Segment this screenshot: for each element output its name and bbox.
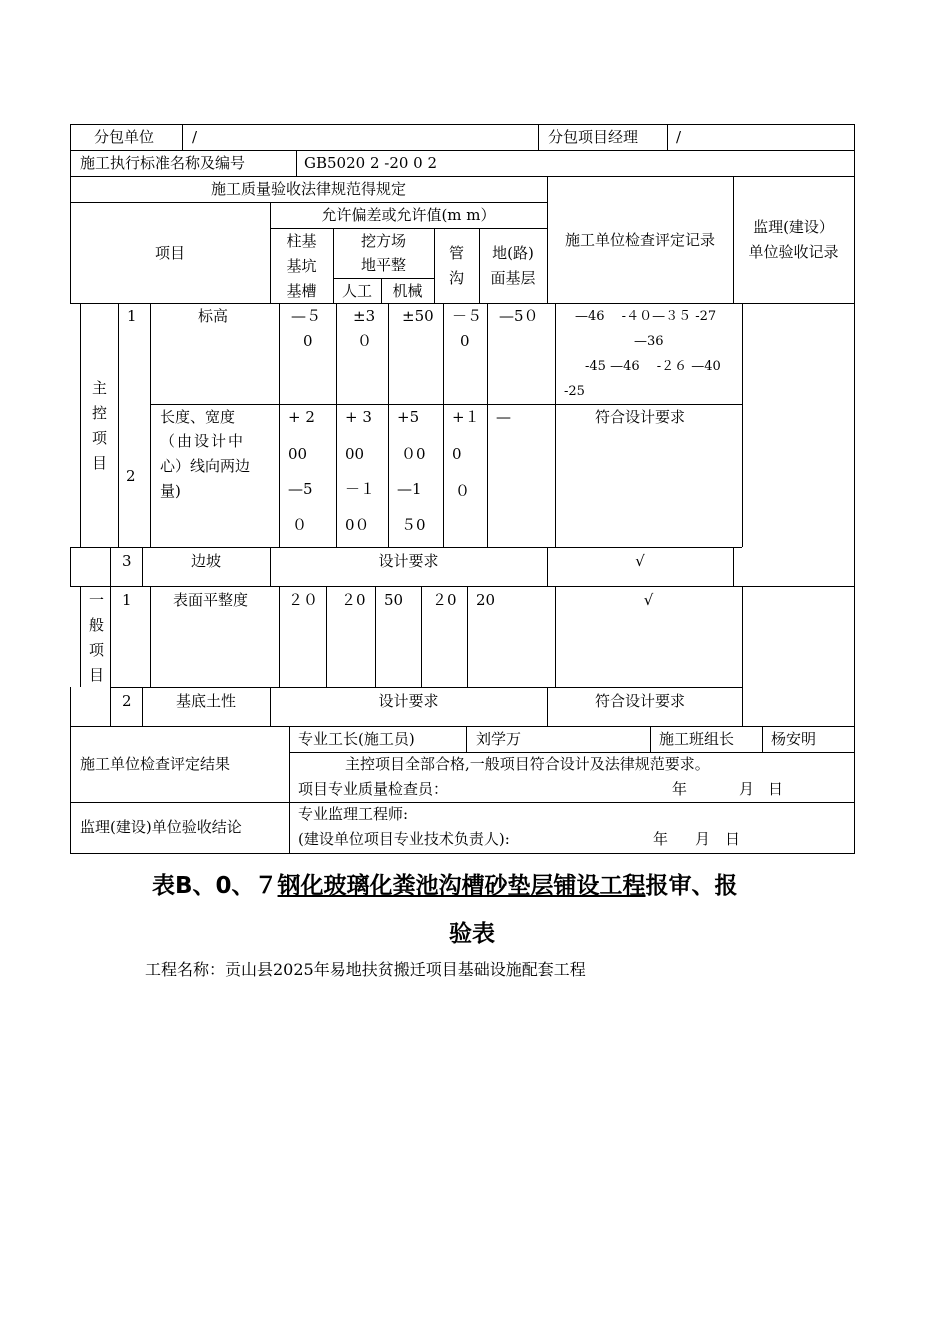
row2-name-l2: （由设计中 (160, 432, 246, 450)
row1-rec1: —46 -４０—３５ -27 (575, 309, 717, 324)
sub-pm-value: / (676, 128, 682, 146)
row2-v3d: ５0 (401, 516, 426, 534)
row1-no: 1 (127, 307, 137, 325)
row1-rec3: -45 —46 -２６ —40 (585, 359, 721, 374)
row2-v4c: ０ (455, 482, 471, 500)
row2-v5: — (496, 408, 511, 426)
row1-rec4: -25 (564, 384, 585, 399)
row1-v2b: ０ (357, 332, 373, 350)
foreman-label: 专业工长(施工员) (298, 730, 415, 748)
standard-label: 施工执行标准名称及编号 (80, 154, 246, 172)
sub-pm-label: 分包项目经理 (548, 128, 639, 146)
gen1-v1: ２０ (288, 591, 319, 609)
row2-v4a: +１ (452, 408, 480, 426)
col3-l2: 沟 (448, 269, 464, 287)
row1-v1a: —５ (291, 307, 322, 325)
row1-rec2: —36 (634, 334, 664, 349)
row2-v3b: ０0 (401, 445, 426, 463)
row1-v5: —5０ (499, 307, 539, 325)
project-name: 工程名称：贡山县2025年易地扶贫搬迁项目基础设施配套工程 (145, 960, 586, 979)
row2-name-l4: 量) (160, 482, 181, 500)
col2-l2: 地平整 (360, 256, 406, 274)
row1-v3: ±50 (402, 307, 434, 325)
main-group-label-1: 主 (92, 379, 108, 397)
col2-l1: 挖方场 (360, 232, 406, 250)
row1-v2a: ±3 (353, 307, 376, 325)
owner-label: (建设单位项目专业技术负责人): (298, 830, 510, 848)
title-suffix: 报审、报 (645, 873, 738, 899)
general-group-label-2: 般 (89, 616, 105, 634)
conclusion-year: 年 (653, 830, 669, 848)
col2b: 机械 (392, 282, 423, 300)
gen1-v4: ２0 (432, 591, 457, 609)
row2-v4b: 0 (452, 445, 462, 463)
supervision-l2: 单位验收记录 (748, 243, 839, 261)
gen1-v5: 20 (476, 591, 496, 609)
row2-no: 2 (126, 467, 136, 485)
row2-v2a: + 3 (345, 408, 372, 426)
gen2-name: 基底土性 (175, 692, 236, 710)
gen2-req: 设计要求 (378, 692, 439, 710)
result-label: 施工单位检查评定结果 (80, 755, 231, 773)
gen2-no: 2 (122, 692, 132, 710)
row2-v1b: 00 (288, 445, 308, 463)
title-prefix: 表B、0、７ (152, 873, 278, 899)
row2-v2b: 00 (345, 445, 365, 463)
title-project: 钢化玻璃化粪池沟槽砂垫层铺设工程 (277, 873, 646, 899)
result-month: 月 (739, 780, 755, 798)
gen2-record: 符合设计要求 (594, 692, 685, 710)
general-group-label-3: 项 (89, 641, 105, 659)
subcontractor-value: / (192, 128, 198, 146)
supervisor-label: 专业监理工程师: (298, 805, 409, 823)
general-group-label-1: 一 (89, 591, 105, 609)
general-group-label-4: 目 (89, 666, 105, 684)
gen1-no: 1 (122, 591, 132, 609)
conclusion-day: 日 (725, 830, 741, 848)
gen1-v2: ２0 (341, 591, 366, 609)
main-group-label-3: 项 (92, 429, 108, 447)
col3-l1: 管 (448, 244, 464, 262)
team-leader-label: 施工班组长 (659, 730, 735, 748)
row2-v2d: 0０ (345, 516, 370, 534)
row2-v1d: ０ (292, 516, 308, 534)
inspector-label: 项目专业质量检查员： (298, 780, 449, 798)
tolerance-header: 允许偏差或允许值(m m） (321, 206, 496, 224)
main-group-label-2: 控 (92, 404, 108, 422)
conclusion-month: 月 (695, 830, 711, 848)
spec-header: 施工质量验收法律规范得规定 (210, 180, 406, 198)
form-title-line2: 验表 (449, 921, 495, 947)
col4-l2: 面基层 (490, 269, 536, 287)
row1-name: 标高 (198, 307, 229, 325)
result-day: 日 (768, 780, 784, 798)
check-record-header: 施工单位检查评定记录 (564, 231, 715, 249)
result-year: 年 (672, 780, 688, 798)
row3-no: 3 (122, 552, 132, 570)
main-group-label-4: 目 (92, 454, 108, 472)
row2-v3a: +5 (397, 408, 420, 426)
row3-name: 边坡 (190, 552, 221, 570)
col2a: 人工 (341, 282, 372, 300)
conclusion-label: 监理(建设)单位验收结论 (80, 818, 242, 836)
form-title-line1 (152, 867, 738, 900)
col1-l1: 柱基 (286, 232, 317, 250)
subcontractor-label: 分包单位 (94, 128, 155, 146)
gen1-name: 表面平整度 (173, 591, 249, 609)
row1-v4b: 0 (460, 332, 470, 350)
supervision-l1: 监理(建设） (753, 218, 834, 236)
row2-name-l3: 心）线向两边 (160, 457, 251, 475)
row2-record: 符合设计要求 (594, 408, 685, 426)
row2-v3c: —1 (397, 480, 422, 498)
col4-l1: 地(路) (492, 244, 534, 262)
result-text: 主控项目全部合格,一般项目符合设计及法律规范要求。 (345, 755, 710, 773)
gen1-v3: 50 (384, 591, 404, 609)
col1-l3: 基槽 (286, 282, 317, 300)
item-header: 项目 (154, 244, 185, 262)
standard-value: GB5020 2 -20 0 2 (304, 154, 438, 172)
col1-l2: 基坑 (286, 257, 317, 275)
row3-req: 设计要求 (378, 552, 439, 570)
foreman-name: 刘学万 (476, 730, 522, 748)
row1-v1b: 0 (303, 332, 313, 350)
row2-v1c: —5 (288, 480, 313, 498)
row1-v4a: －５ (452, 307, 483, 325)
team-leader-name: 杨安明 (771, 730, 817, 748)
row2-v1a: + 2 (288, 408, 315, 426)
row2-v2c: －１ (345, 480, 376, 498)
gen1-record: √ (643, 591, 654, 609)
row3-record: √ (635, 552, 645, 570)
row2-name-l1: 长度、宽度 (160, 408, 236, 426)
